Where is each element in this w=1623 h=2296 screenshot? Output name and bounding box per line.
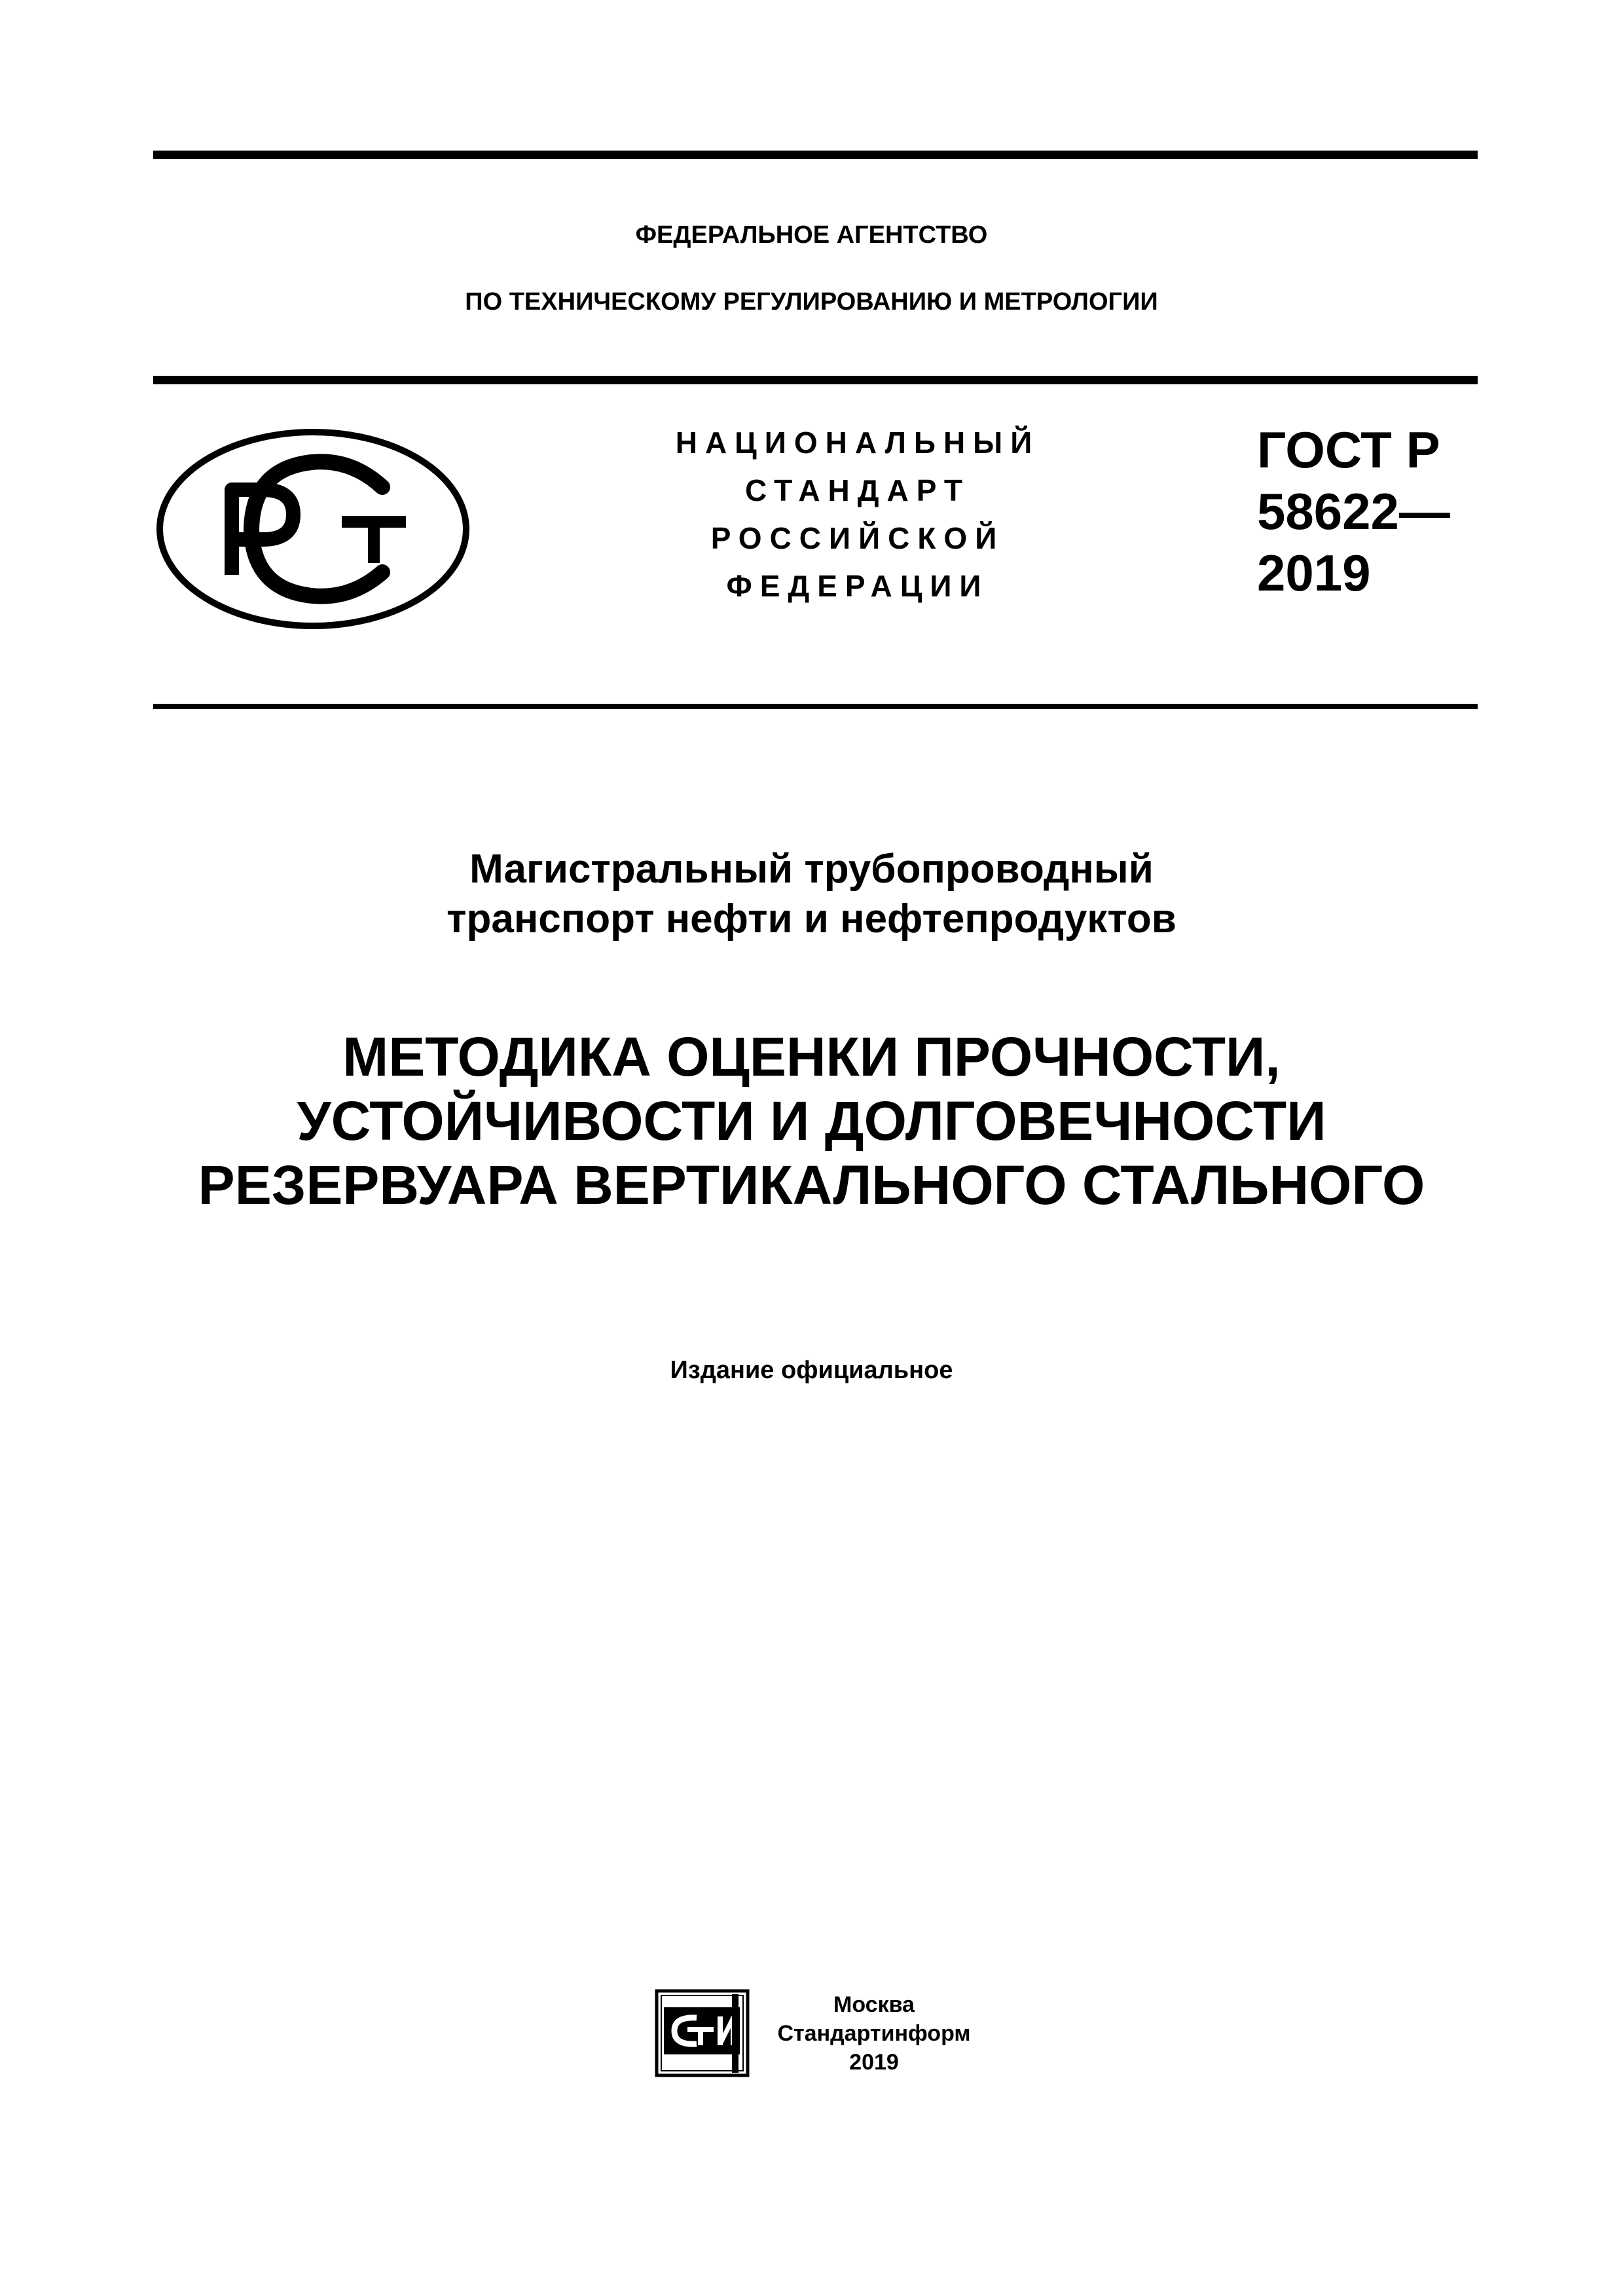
document-title: [0, 1025, 1623, 1217]
subtitle-line-2: транспорт нефти и нефтепродуктов: [447, 896, 1176, 941]
publisher-imprint: [766, 1990, 982, 2077]
rst-certification-mark-icon: [155, 427, 472, 632]
standard-type-line-2: СТАНДАРТ: [745, 473, 970, 507]
title-line-1: МЕТОДИКА ОЦЕНКИ ПРОЧНОСТИ,: [342, 1026, 1281, 1087]
document-subtitle: [0, 845, 1623, 944]
standard-type-line-4: ФЕДЕРАЦИИ: [726, 569, 989, 603]
edition-label: Издание официальное: [670, 1357, 953, 1384]
title-line-2: УСТОЙЧИВОСТИ И ДОЛГОВЕЧНОСТИ: [297, 1090, 1326, 1152]
standard-type: [589, 419, 1126, 610]
designation-line-3: 2019: [1257, 544, 1371, 602]
designation-line-2: 58622—: [1257, 483, 1450, 540]
designation-line-1: ГОСТ Р: [1257, 421, 1440, 479]
standard-type-line-1: НАЦИОНАЛЬНЫЙ: [675, 426, 1040, 460]
agency-name-line-2: ПО ТЕХНИЧЕСКОМУ РЕГУЛИРОВАНИЮ И МЕТРОЛОГИИ: [465, 288, 1158, 316]
subtitle-line-1: Магистральный трубопроводный: [469, 847, 1154, 892]
publisher-year: 2019: [849, 2050, 899, 2075]
header-rule: [153, 376, 1478, 384]
top-rule: [153, 151, 1478, 159]
title-line-3: РЕЗЕРВУАРА ВЕРТИКАЛЬНОГО СТАЛЬНОГО: [198, 1154, 1425, 1216]
standartinform-logo-icon: [655, 1989, 750, 2077]
publisher-name: Стандартинформ: [777, 2021, 971, 2046]
standard-designation: [1257, 419, 1450, 604]
agency-name-line-1: ФЕДЕРАЛЬНОЕ АГЕНТСТВО: [635, 221, 988, 249]
designation-rule: [153, 704, 1478, 709]
publisher-city: Москва: [833, 1992, 915, 2017]
standard-type-line-3: РОССИЙСКОЙ: [710, 521, 1005, 555]
